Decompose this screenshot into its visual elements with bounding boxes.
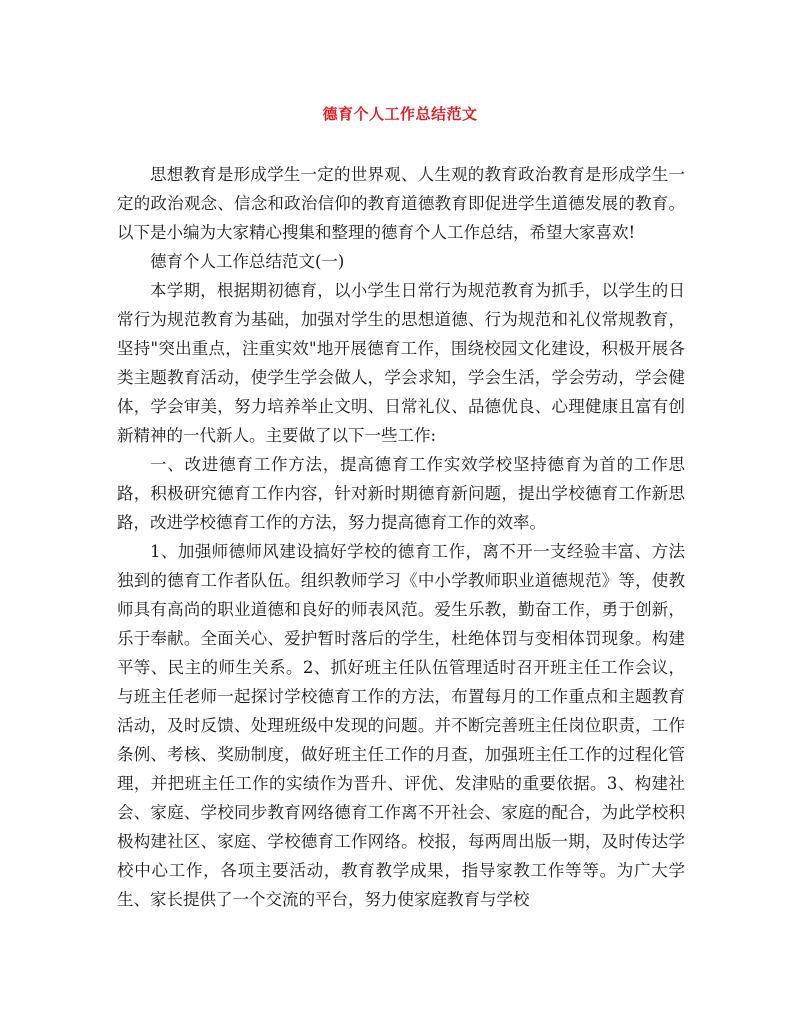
document-title: 德育个人工作总结范文 <box>322 105 478 123</box>
intro-paragraph: 思想教育是形成学生一定的世界观、人生观的教育政治教育是形成学生一定的政治观念、信念和政治信仰的教育道德教育即促进学生道德发展的教育。以下是小编为大家精心搜集和整理的德育个人工作总结，希望大家喜欢! <box>117 165 685 242</box>
body-paragraph: 1、加强师德师风建设搞好学校的德育工作，离不开一支经验丰富、方法独到的德育工作者队伍。组织教师学习《中小学教师职业道德规范》等，使教师具有高尚的职业道德和良好的师表风范。爱生乐教，勤奋工作，勇于创新，乐于奉献。全面关心、爱护暂时落后的学生，杜绝体罚与变相体罚现象。构建平等、民主的师生关系。2、抓好班主任队伍管理适时召开班主任工作会议，与班主任老师一起探讨学校德育工作的方法，布置每月的工作重点和主题教育活动，及时反馈、处理班级中发现的问题。并不断完善班主任岗位职责，工作条例、考核、奖励制度，做好班主任工作的月查，加强班主任工作的过程化管理，并把班主任工作的实绩作为晋升、评优、发津贴的重要依据。3、构建社会、家庭、学校同步教育网络德育工作离不开社会、家庭的配合，为此学校积极构建社区、家庭、学校德育工作网络。校报，每两周出版一期，及时传达学校中心工作，各项主要活动，教育教学成果，指导家教工作等等。为广大学生、家长提供了一个交流的平台，努力使家庭教育与学校 <box>117 542 685 909</box>
body-paragraph: 本学期，根据期初德育，以小学生日常行为规范教育为抓手，以学生的日常行为规范教育为基础，加强对学生的思想道德、行为规范和礼仪常规教育，坚持"突出重点，注重实效"地开展德育工作，围绕校园文化建设，积极开展各类主题教育活动，使学生学会做人，学会求知，学会生活，学会劳动，学会健体，学会审美，努力培养举止文明、日常礼仪、品德优良、心理健康且富有创新精神的一代新人。主要做了以下一些工作: <box>117 281 685 445</box>
body-paragraph: 一、改进德育工作方法，提高德育工作实效学校坚持德育为首的工作思路，积极研究德育工作内容，针对新时期德育新问题，提出学校德育工作新思路，改进学校德育工作的方法，努力提高德育工作的效率。 <box>117 455 685 532</box>
document-body <box>117 160 685 914</box>
section-heading: 德育个人工作总结范文(一) <box>150 252 345 271</box>
